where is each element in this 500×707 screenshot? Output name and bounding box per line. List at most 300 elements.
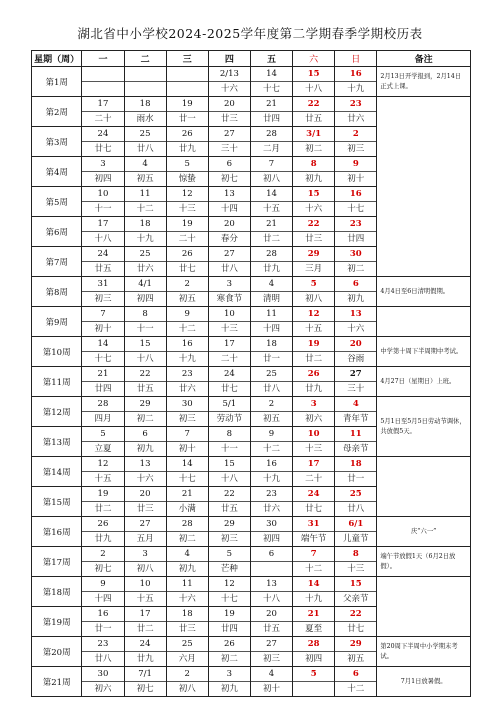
week-label: 第8周 [32,277,82,307]
day-cell-sat [293,67,335,97]
day-cell-mon [82,217,124,247]
table-row [32,337,471,367]
day-cell-sun [335,307,377,337]
day-cell-thu [208,517,250,547]
lunar-date: 廿三 [305,234,323,244]
day-cell-tue [124,247,166,277]
day-cell-fri [250,427,292,457]
day-cell-sun [335,127,377,157]
week-label: 第4周 [32,157,82,187]
day-cell-wed [166,457,208,487]
day-cell-mon [82,637,124,667]
lunar-date [167,82,208,96]
day-cell-sat [293,607,335,637]
day-cell-sun [335,367,377,397]
day-cell-mon [82,97,124,127]
date-number: 24 [82,127,123,142]
date-number: 30 [167,397,208,412]
lunar-date: 劳动节 [216,414,243,424]
date-number: 14 [251,67,292,82]
lunar-date: 廿六 [347,114,365,124]
table-row [32,547,471,577]
day-cell-fri [250,637,292,667]
table-row [32,517,471,547]
note-cell: 2月13日开学报到，2月14日正式上课。 [377,67,471,97]
lunar-date: 初六 [94,684,112,694]
day-cell-sun [335,97,377,127]
page-title: 湖北省中小学校2024-2025学年度第二学期春季学期校历表 [77,26,423,41]
day-cell-wed [166,247,208,277]
day-cell-mon [82,307,124,337]
day-cell-sat [293,427,335,457]
week-label: 第21周 [32,667,82,697]
date-number: 4 [167,547,208,562]
date-number: 25 [335,487,376,502]
date-number: 6/1 [335,517,376,532]
date-number: 24 [209,367,250,382]
date-number: 24 [82,247,123,262]
date-number: 27 [125,517,166,532]
day-cell-tue [124,487,166,517]
lunar-date: 十一 [94,204,112,214]
day-cell-fri [250,337,292,367]
day-cell-fri [250,577,292,607]
date-number: 6 [251,547,292,562]
lunar-date: 十五 [94,474,112,484]
lunar-date: 十四 [263,324,281,334]
lunar-date: 十九 [263,474,281,484]
note-cell: 4月27日（星期日）上班。 [377,367,471,397]
day-cell-sun [335,637,377,667]
date-number: 9 [167,307,208,322]
lunar-date: 初五 [178,294,196,304]
day-cell-mon [82,247,124,277]
date-number: 10 [209,307,250,322]
date-number: 6 [335,277,376,292]
table-row [32,277,471,307]
date-number: 21 [251,217,292,232]
day-cell-sat [293,667,335,697]
day-cell-sun [335,487,377,517]
header-row [32,51,471,67]
lunar-date: 青年节 [343,414,369,424]
day-cell-tue [124,307,166,337]
day-cell-sun [335,247,377,277]
lunar-date: 初三 [178,414,196,424]
date-number: 3 [82,157,123,172]
day-cell-sun [335,397,377,427]
week-label: 第17周 [32,547,82,577]
date-number: 30 [335,247,376,262]
day-cell-mon [82,667,124,697]
lunar-date: 廿七 [94,144,112,154]
date-number: 3 [209,277,250,292]
lunar-date: 初四 [136,294,154,304]
week-label: 第19周 [32,607,82,637]
date-number [167,67,208,82]
day-cell-mon [82,457,124,487]
day-cell-fri [250,457,292,487]
date-number: 26 [209,637,250,652]
day-cell-wed [166,397,208,427]
date-number: 22 [293,97,334,112]
date-number: 26 [293,367,334,382]
date-number: 16 [251,457,292,472]
date-number: 14 [167,457,208,472]
date-number: 2 [167,277,208,292]
day-cell-thu [208,427,250,457]
date-number: 7 [82,307,123,322]
lunar-date: 端午节 [300,534,327,544]
lunar-date: 廿一 [178,114,196,124]
lunar-date: 十六 [220,84,238,94]
note-cell [377,577,471,637]
day-cell-tue [124,187,166,217]
date-number: 11 [251,307,292,322]
lunar-date: 廿三 [178,624,196,634]
lunar-date: 初二 [347,264,365,274]
day-cell-fri [250,67,292,97]
lunar-date: 廿四 [347,234,365,244]
table-row [32,307,471,337]
day-cell-tue [124,337,166,367]
day-cell-fri [250,367,292,397]
date-number: 18 [125,217,166,232]
lunar-date: 廿四 [263,114,281,124]
lunar-date: 初九 [178,564,196,574]
day-cell-wed [166,67,208,97]
date-number: 7 [251,157,292,172]
day-cell-wed [166,217,208,247]
date-number: 28 [251,247,292,262]
date-number: 2 [251,397,292,412]
date-number: 3/1 [293,127,334,142]
lunar-date: 二十 [178,234,196,244]
lunar-date: 初四 [263,534,281,544]
date-number: 18 [251,337,292,352]
lunar-date: 二十 [305,474,323,484]
date-number: 23 [335,97,376,112]
date-number: 3 [209,667,250,682]
lunar-date: 十六 [136,474,154,484]
day-cell-sat [293,277,335,307]
lunar-date: 夏至 [305,624,323,634]
day-cell-sun [335,607,377,637]
day-cell-wed [166,667,208,697]
date-number: 25 [251,367,292,382]
day-cell-fri [250,277,292,307]
day-cell-mon [82,127,124,157]
date-number: 19 [167,97,208,112]
day-cell-tue [124,217,166,247]
date-number: 2/13 [209,67,250,82]
date-number: 21 [167,487,208,502]
lunar-date: 十四 [94,594,112,604]
lunar-date: 廿五 [220,504,238,514]
date-number: 25 [125,127,166,142]
lunar-date: 十一 [220,444,238,454]
lunar-date: 初九 [220,684,238,694]
header-sat: 六 [293,51,335,67]
lunar-date: 十二 [305,564,323,574]
date-number: 24 [293,487,334,502]
week-label: 第3周 [32,127,82,157]
date-number: 23 [82,637,123,652]
date-number: 3 [293,397,334,412]
date-number [82,67,123,82]
date-number: 29 [335,637,376,652]
lunar-date [82,82,123,96]
day-cell-sat [293,517,335,547]
note-cell: 庆“六一” [377,517,471,547]
date-number: 4 [335,397,376,412]
lunar-date: 三月 [305,264,323,274]
table-row [32,457,471,487]
lunar-date: 十三 [220,324,238,334]
lunar-date: 十八 [94,234,112,244]
lunar-date: 廿四 [94,384,112,394]
lunar-date: 十八 [305,84,323,94]
note-cell [377,97,471,277]
day-cell-sat [293,637,335,667]
lunar-date: 初二 [220,654,238,664]
lunar-date: 十九 [136,234,154,244]
day-cell-mon [82,547,124,577]
day-cell-thu [208,127,250,157]
lunar-date: 廿七 [347,624,365,634]
lunar-date: 廿二 [263,234,281,244]
date-number: 26 [82,517,123,532]
week-label: 第1周 [32,67,82,97]
lunar-date: 廿六 [136,264,154,274]
header-tue: 二 [124,51,166,67]
lunar-date: 十二 [178,324,196,334]
lunar-date: 廿五 [136,384,154,394]
lunar-date: 初四 [94,174,112,184]
day-cell-fri [250,487,292,517]
header-thu: 四 [208,51,250,67]
date-number: 10 [293,427,334,442]
date-number: 21 [251,97,292,112]
lunar-date: 廿一 [94,624,112,634]
date-number: 21 [293,607,334,622]
date-number: 10 [125,577,166,592]
date-number: 12 [82,457,123,472]
date-number: 14 [82,337,123,352]
date-number: 16 [167,337,208,352]
date-number: 10 [82,187,123,202]
date-number: 29 [125,397,166,412]
lunar-date: 廿二 [305,354,323,364]
date-number: 6 [209,157,250,172]
day-cell-thu [208,217,250,247]
lunar-date: 十五 [263,204,281,214]
lunar-date: 十七 [178,474,196,484]
day-cell-sat [293,307,335,337]
day-cell-wed [166,97,208,127]
day-cell-sun [335,667,377,697]
day-cell-mon [82,187,124,217]
date-number: 18 [125,97,166,112]
day-cell-wed [166,307,208,337]
lunar-date: 十四 [220,204,238,214]
lunar-date [293,682,334,696]
table-row [32,667,471,697]
table-row [32,577,471,607]
date-number: 16 [335,187,376,202]
lunar-date: 三十 [220,144,238,154]
day-cell-wed [166,277,208,307]
lunar-date: 廿二 [94,504,112,514]
day-cell-tue [124,427,166,457]
date-number: 4 [251,277,292,292]
header-wed: 三 [166,51,208,67]
lunar-date: 初十 [347,174,365,184]
lunar-date: 初七 [94,564,112,574]
day-cell-sun [335,217,377,247]
date-number: 17 [125,607,166,622]
lunar-date: 十二 [263,444,281,454]
day-cell-thu [208,307,250,337]
lunar-date: 初二 [178,534,196,544]
lunar-date: 十八 [220,474,238,484]
day-cell-sat [293,217,335,247]
lunar-date: 十五 [136,594,154,604]
date-number: 8 [293,157,334,172]
lunar-date: 廿八 [347,504,365,514]
lunar-date: 廿八 [94,654,112,664]
date-number: 22 [293,217,334,232]
day-cell-tue [124,157,166,187]
date-number: 30 [251,517,292,532]
date-number: 25 [125,247,166,262]
note-cell: 7月1日放暑假。 [377,667,471,697]
date-number [125,67,166,82]
date-number: 31 [293,517,334,532]
lunar-date: 十七 [94,354,112,364]
day-cell-sun [335,427,377,457]
lunar-date: 清明 [263,294,281,304]
day-cell-sun [335,67,377,97]
lunar-date: 初二 [305,144,323,154]
date-number: 28 [82,397,123,412]
day-cell-thu [208,397,250,427]
day-cell-fri [250,217,292,247]
date-number: 3 [125,547,166,562]
day-cell-fri [250,157,292,187]
date-number: 25 [167,637,208,652]
lunar-date: 初七 [136,684,154,694]
lunar-date: 十二 [136,204,154,214]
week-label: 第2周 [32,97,82,127]
lunar-date: 十一 [136,324,154,334]
lunar-date: 廿七 [178,264,196,274]
day-cell-thu [208,367,250,397]
day-cell-thu [208,337,250,367]
lunar-date: 惊蛰 [178,174,196,184]
lunar-date: 初八 [136,564,154,574]
lunar-date: 廿一 [263,354,281,364]
note-cell: 端午节放假1天（6月2日放假）。 [377,547,471,577]
lunar-date: 廿七 [220,384,238,394]
date-number: 14 [293,577,334,592]
day-cell-wed [166,157,208,187]
week-label: 第14周 [32,457,82,487]
date-number: 17 [293,457,334,472]
header-fri: 五 [250,51,292,67]
date-number: 12 [209,577,250,592]
lunar-date: 十二 [347,684,365,694]
day-cell-sat [293,127,335,157]
day-cell-fri [250,517,292,547]
lunar-date: 儿童节 [343,534,369,544]
day-cell-thu [208,547,250,577]
date-number: 27 [251,637,292,652]
lunar-date: 十九 [305,594,323,604]
day-cell-fri [250,127,292,157]
day-cell-mon [82,397,124,427]
day-cell-tue [124,97,166,127]
day-cell-sun [335,577,377,607]
day-cell-mon [82,67,124,97]
week-label: 第5周 [32,187,82,217]
date-number: 8 [335,547,376,562]
date-number: 29 [293,247,334,262]
date-number: 8 [125,307,166,322]
date-number: 18 [167,607,208,622]
lunar-date: 廿八 [263,384,281,394]
lunar-date: 十八 [136,354,154,364]
date-number: 20 [209,217,250,232]
date-number: 23 [251,487,292,502]
date-number: 20 [209,97,250,112]
day-cell-sun [335,277,377,307]
date-number: 28 [251,127,292,142]
day-cell-sat [293,547,335,577]
day-cell-tue [124,67,166,97]
lunar-date: 廿五 [305,114,323,124]
day-cell-wed [166,337,208,367]
day-cell-mon [82,427,124,457]
lunar-date [125,82,166,96]
day-cell-thu [208,187,250,217]
day-cell-tue [124,367,166,397]
lunar-date: 立夏 [94,444,112,454]
day-cell-thu [208,667,250,697]
date-number: 26 [167,127,208,142]
day-cell-thu [208,277,250,307]
date-number: 15 [125,337,166,352]
header-notes: 备注 [377,51,471,67]
lunar-date: 寒食节 [216,294,243,304]
day-cell-sat [293,577,335,607]
date-number: 22 [209,487,250,502]
day-cell-sat [293,457,335,487]
date-number: 2 [167,667,208,682]
table-row [32,637,471,667]
day-cell-sat [293,157,335,187]
date-number: 17 [82,97,123,112]
date-number: 22 [335,607,376,622]
day-cell-sun [335,547,377,577]
day-cell-thu [208,487,250,517]
day-cell-tue [124,547,166,577]
date-number: 28 [167,517,208,532]
date-number: 14 [251,187,292,202]
day-cell-wed [166,517,208,547]
week-label: 第9周 [32,307,82,337]
date-number: 5 [167,157,208,172]
